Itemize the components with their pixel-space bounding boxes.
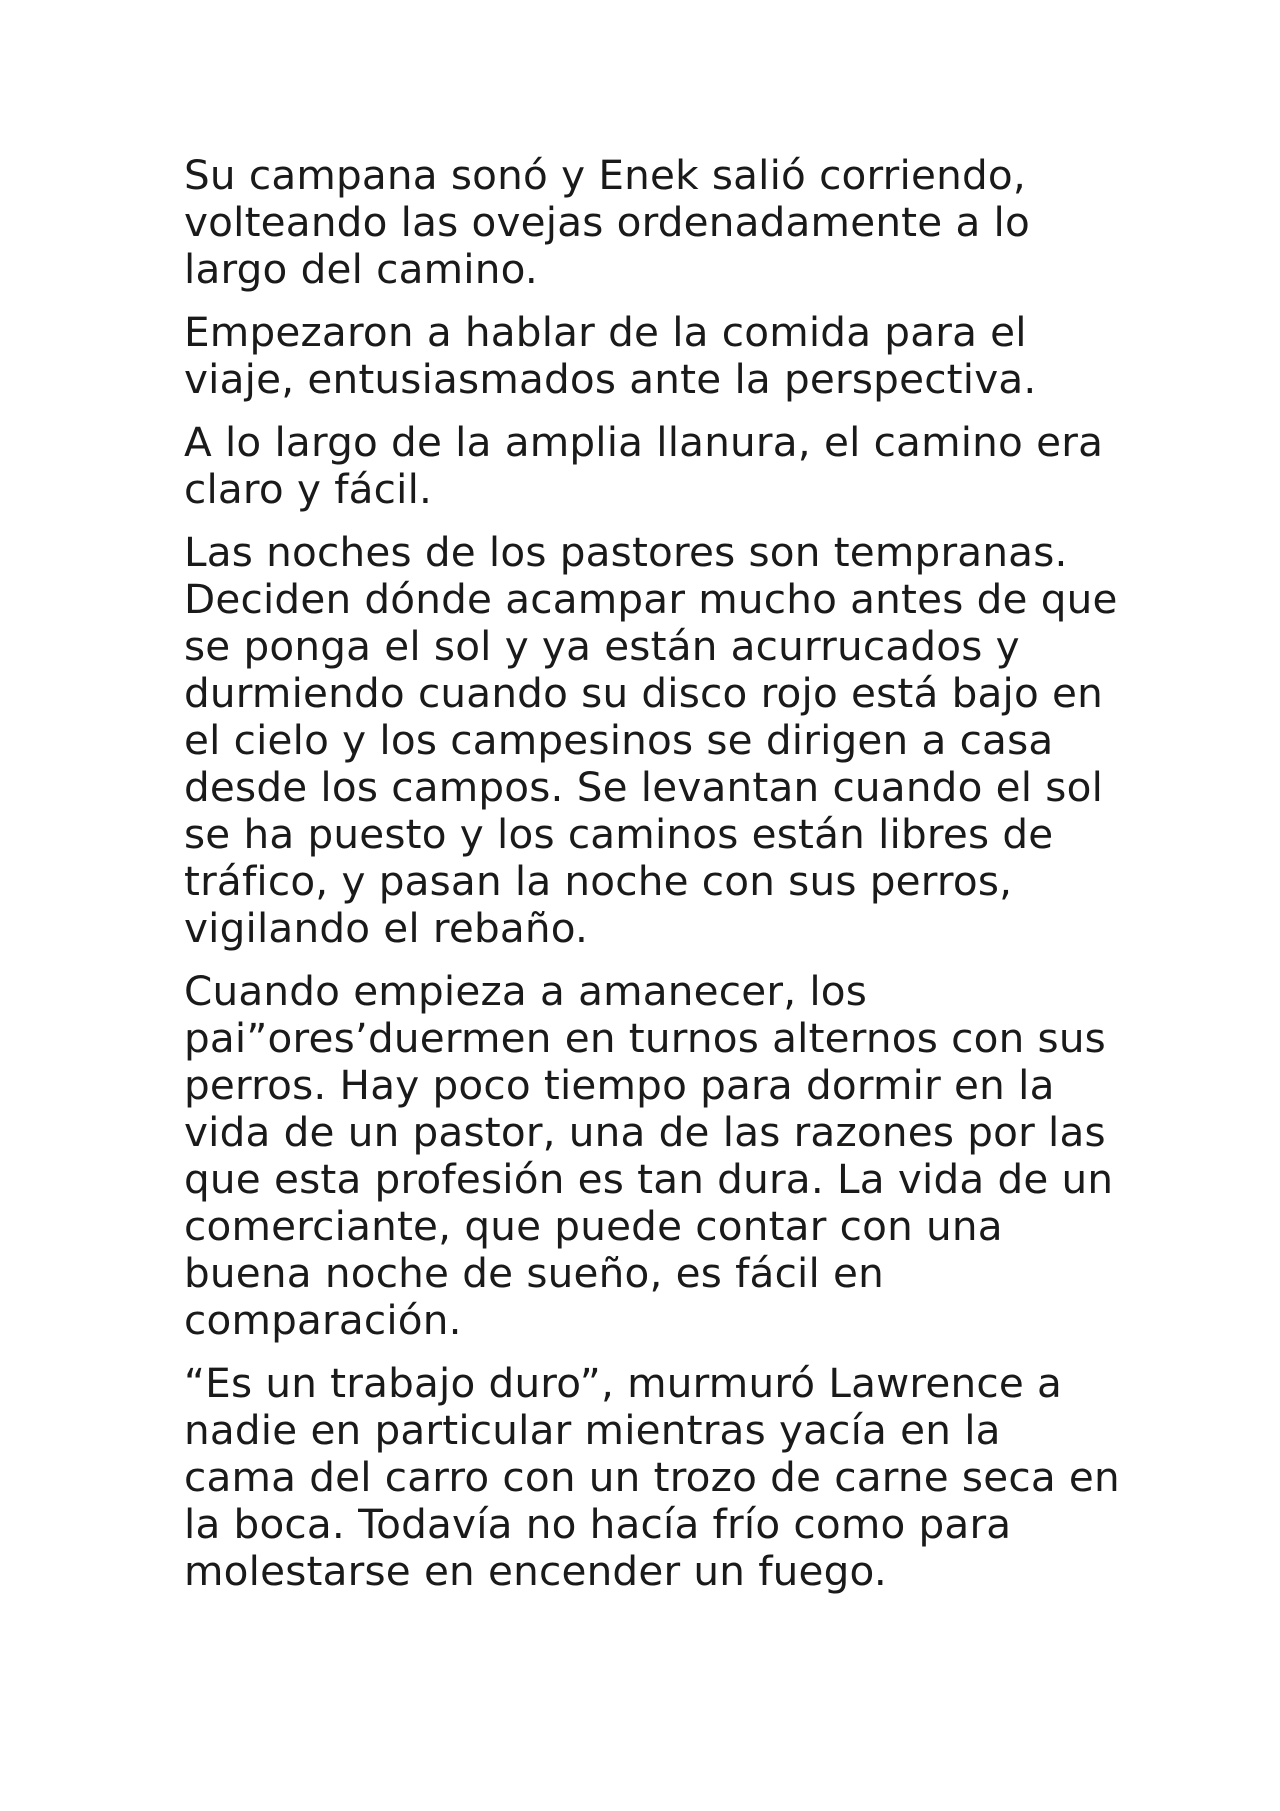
paragraph-6: “Es un trabajo duro”, murmuró Lawrence a nadie en particular mientras yacía en la cama del carro con un trozo de carne seca en la boca. Todavía no hacía frío como para molestarse en encender un fuego.: [184, 1359, 1120, 1595]
paragraph-3: A lo largo de la amplia llanura, el camino era claro y fácil.: [184, 418, 1104, 513]
body-text: [184, 152, 1124, 1611]
paragraph-5: Cuando empieza a amanecer, los pai”ores’duermen en turnos alternos con sus perros. Hay poco tiempo para dormir en la vida de un pastor, una de las razones por las que esta profesión es tan dura. La vida de un comerciante, que puede contar con una buena noche de sueño, es fácil en comparación.: [184, 967, 1114, 1344]
paragraph-1: Su campana sonó y Enek salió corriendo, volteando las ovejas ordenadamente a lo largo del camino.: [184, 151, 1030, 293]
paragraph-2: Empezaron a hablar de la comida para el viaje, entusiasmados ante la perspectiva.: [184, 308, 1037, 403]
paragraph-4: Las noches de los pastores son tempranas. Deciden dónde acampar mucho antes de que se ponga el sol y ya están acurrucados y durmiendo cuando su disco rojo está bajo en el cielo y los campesinos se dirigen a casa desde los campos. Se levantan cuando el sol se ha puesto y los caminos están libres de tráfico, y pasan la noche con sus perros, vigilando el rebaño.: [184, 528, 1118, 952]
